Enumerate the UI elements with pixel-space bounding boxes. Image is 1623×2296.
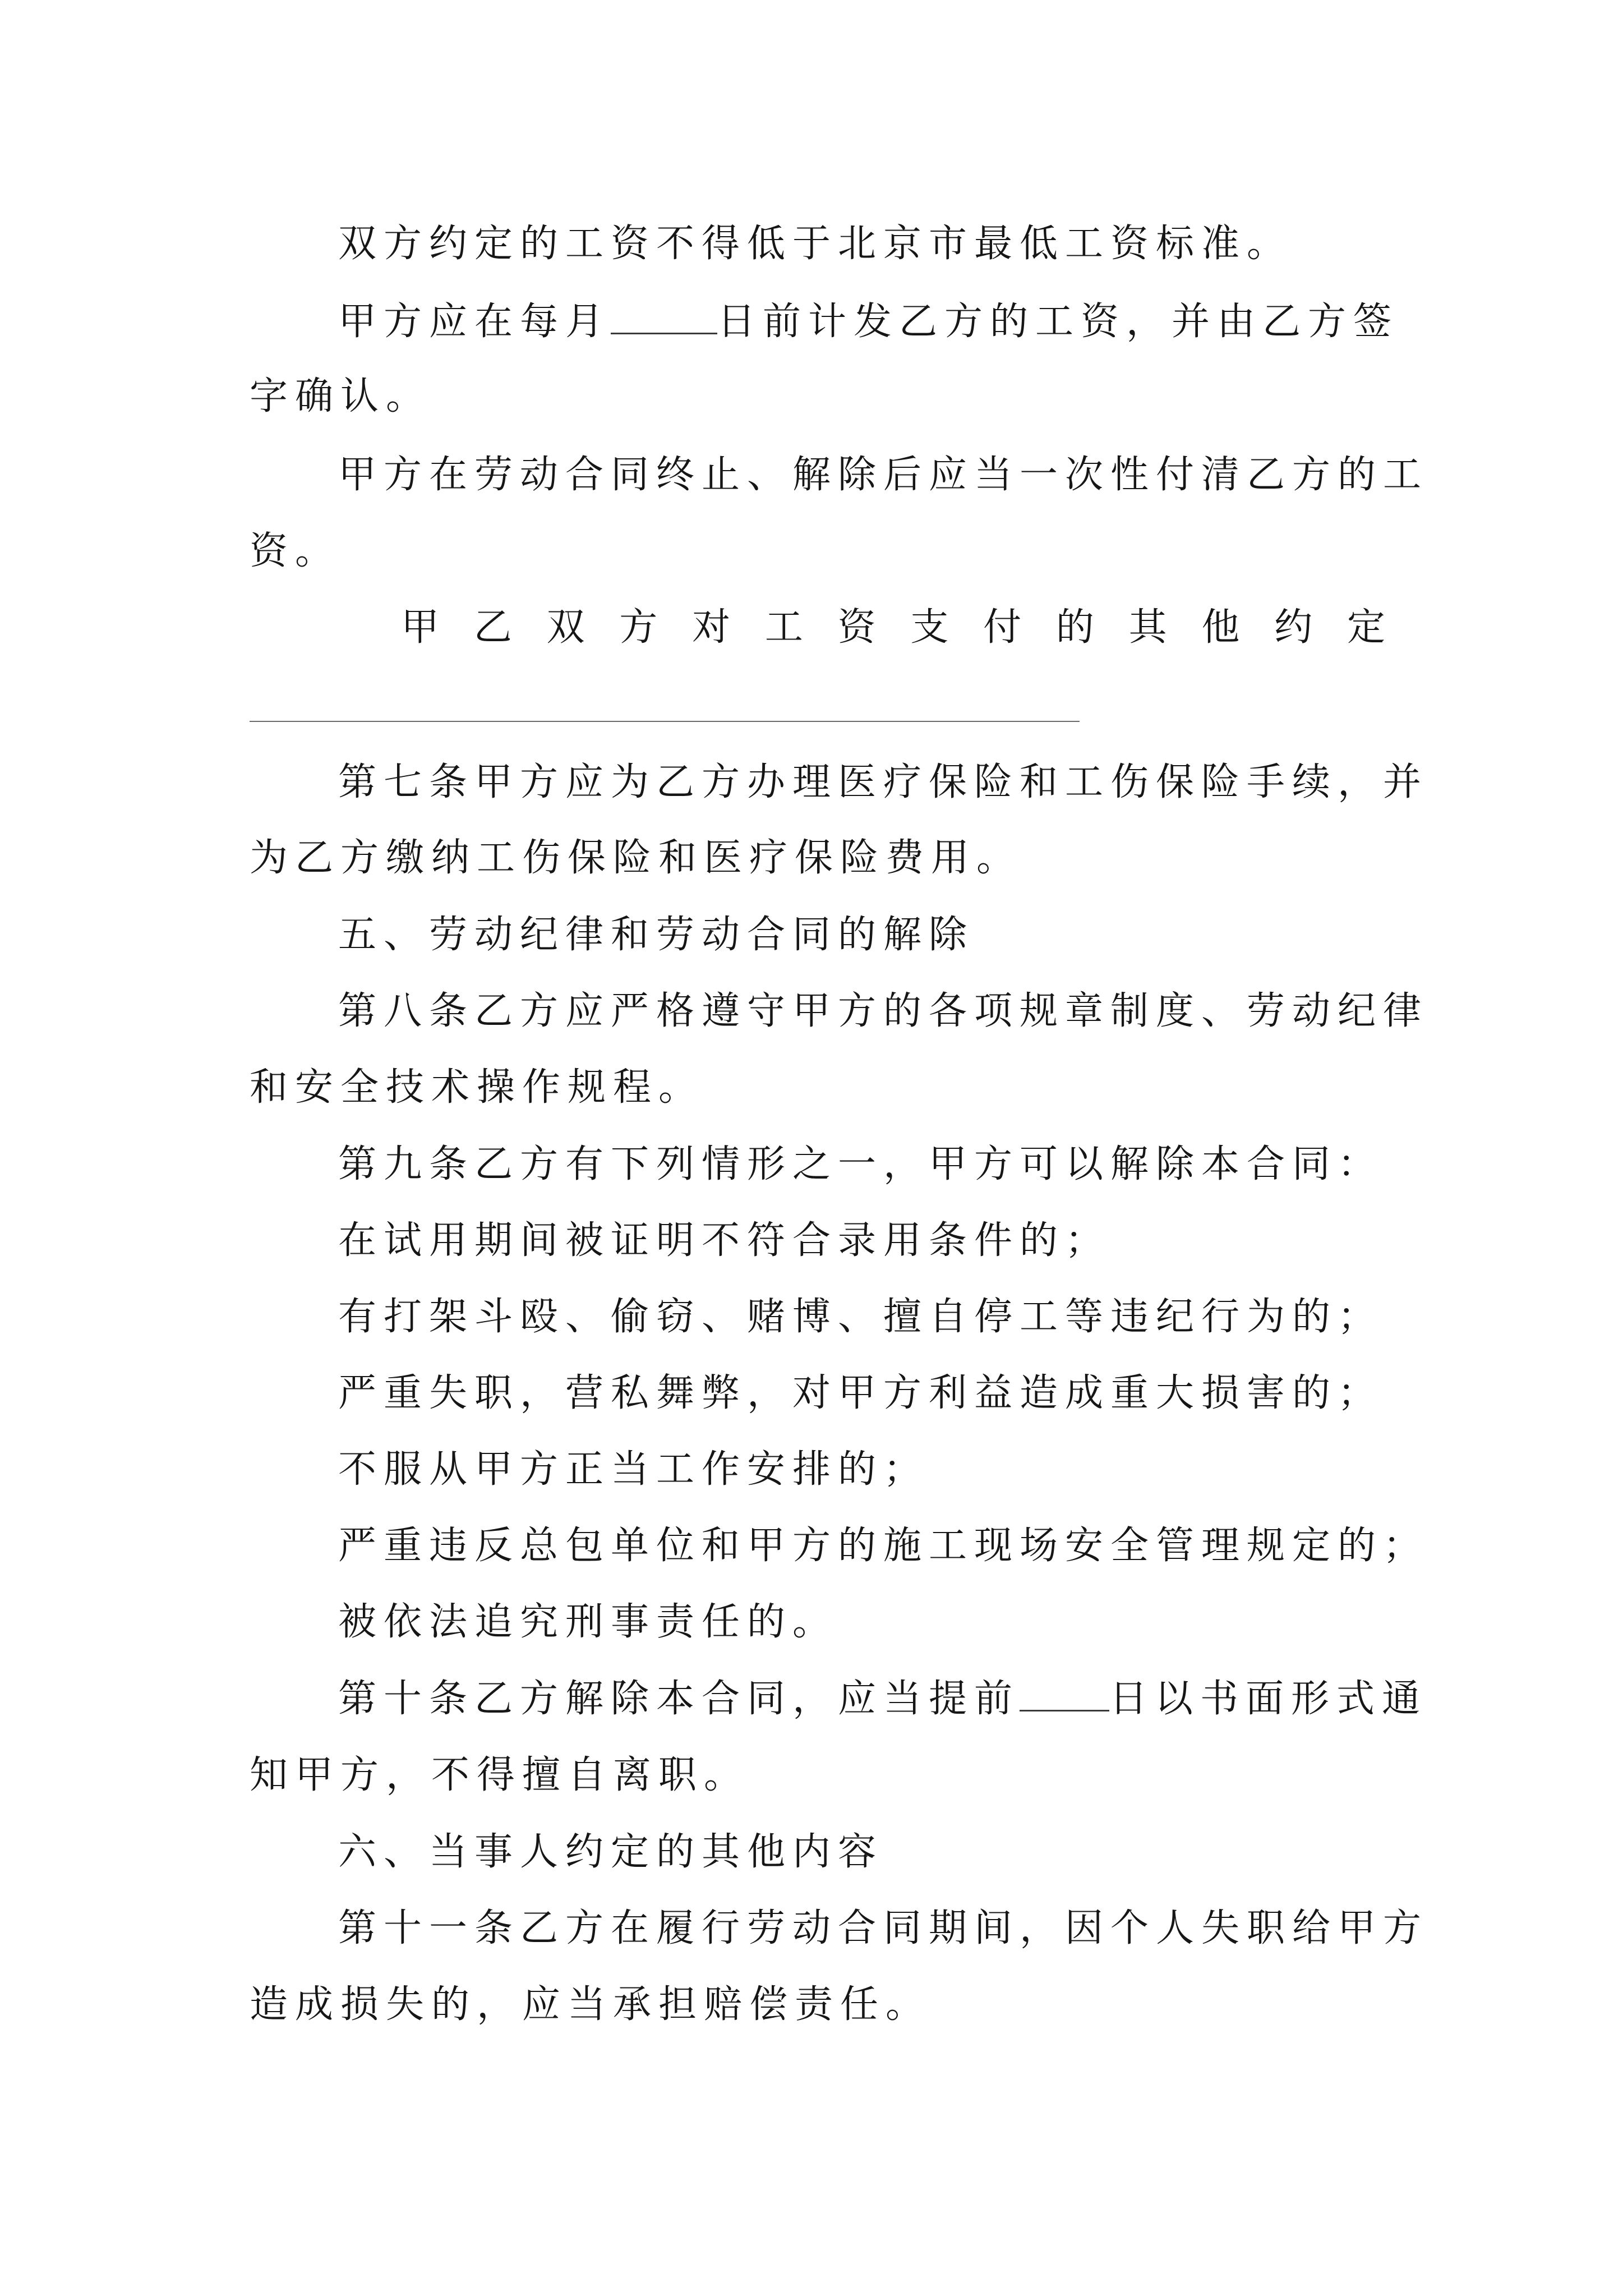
spread-char: 支 — [910, 605, 949, 650]
spread-char: 乙 — [473, 605, 512, 650]
notice-days-blank[interactable] — [1020, 1678, 1109, 1711]
article-10-cont: 知甲方，不得擅自离职。 — [250, 1753, 750, 1797]
article-9: 第九条乙方有下列情形之一，甲方可以解除本合同： — [338, 1142, 1384, 1186]
spread-char: 的 — [1055, 605, 1094, 650]
pay-date-text-end: 日前计发乙方的工资，并由乙方签 — [717, 300, 1399, 344]
spread-char: 方 — [619, 605, 658, 650]
article-7: 第七条甲方应为乙方办理医疗保险和工伤保险手续，并 — [338, 760, 1429, 804]
spread-char: 定 — [1347, 605, 1385, 650]
section-6-heading: 六、当事人约定的其他内容 — [338, 1830, 884, 1874]
article-9-item-6: 被依法追究刑事责任的。 — [338, 1600, 838, 1644]
spread-char: 他 — [1201, 605, 1240, 650]
article-9-item-2: 有打架斗殴、偷窃、赌博、擅自停工等违纪行为的； — [338, 1295, 1384, 1339]
section-5-heading: 五、劳动纪律和劳动合同的解除 — [338, 913, 975, 957]
article-8-cont: 和安全技术操作规程。 — [250, 1065, 704, 1110]
paragraph-final-pay-cont: 资。 — [250, 529, 341, 573]
paragraph-pay-date-cont: 字确认。 — [250, 374, 432, 418]
spread-char: 资 — [837, 605, 876, 650]
spread-char: 约 — [1274, 605, 1313, 650]
article-9-item-3: 严重失职，营私舞弊，对甲方利益造成重大损害的； — [338, 1371, 1384, 1415]
paragraph-pay-date — [338, 300, 1399, 344]
pay-date-text-start: 甲方应在每月 — [338, 300, 611, 344]
spread-char: 对 — [692, 605, 731, 650]
article-8: 第八条乙方应严格遵守甲方的各项规章制度、劳动纪律 — [338, 989, 1429, 1033]
article-10 — [338, 1677, 1428, 1722]
notice-text-end: 日以书面形式通 — [1109, 1677, 1428, 1721]
article-11-cont: 造成损失的，应当承担赔偿责任。 — [250, 1982, 932, 2027]
spread-char: 其 — [1128, 605, 1167, 650]
notice-text-start: 第十条乙方解除本合同，应当提前 — [338, 1677, 1020, 1721]
paragraph-final-pay: 甲方在劳动合同终止、解除后应当一次性付清乙方的工 — [338, 453, 1429, 497]
paragraph-min-wage: 双方约定的工资不得低于北京市最低工资标准。 — [338, 222, 1293, 266]
other-pay-fill-line[interactable] — [250, 721, 1080, 722]
other-pay-agreement-heading — [401, 605, 1385, 650]
spread-char: 付 — [983, 605, 1022, 650]
spread-char: 甲 — [401, 605, 440, 650]
article-9-item-5: 严重违反总包单位和甲方的施工现场安全管理规定的； — [338, 1524, 1429, 1568]
article-9-item-1: 在试用期间被证明不符合录用条件的； — [338, 1218, 1111, 1263]
pay-day-blank[interactable] — [611, 301, 717, 334]
spread-char: 双 — [546, 605, 585, 650]
article-9-item-4: 不服从甲方正当工作安排的； — [338, 1447, 929, 1492]
article-7-cont: 为乙方缴纳工伤保险和医疗保险费用。 — [250, 836, 1022, 880]
spread-char: 工 — [764, 605, 803, 650]
article-11: 第十一条乙方在履行劳动合同期间，因个人失职给甲方 — [338, 1906, 1429, 1950]
